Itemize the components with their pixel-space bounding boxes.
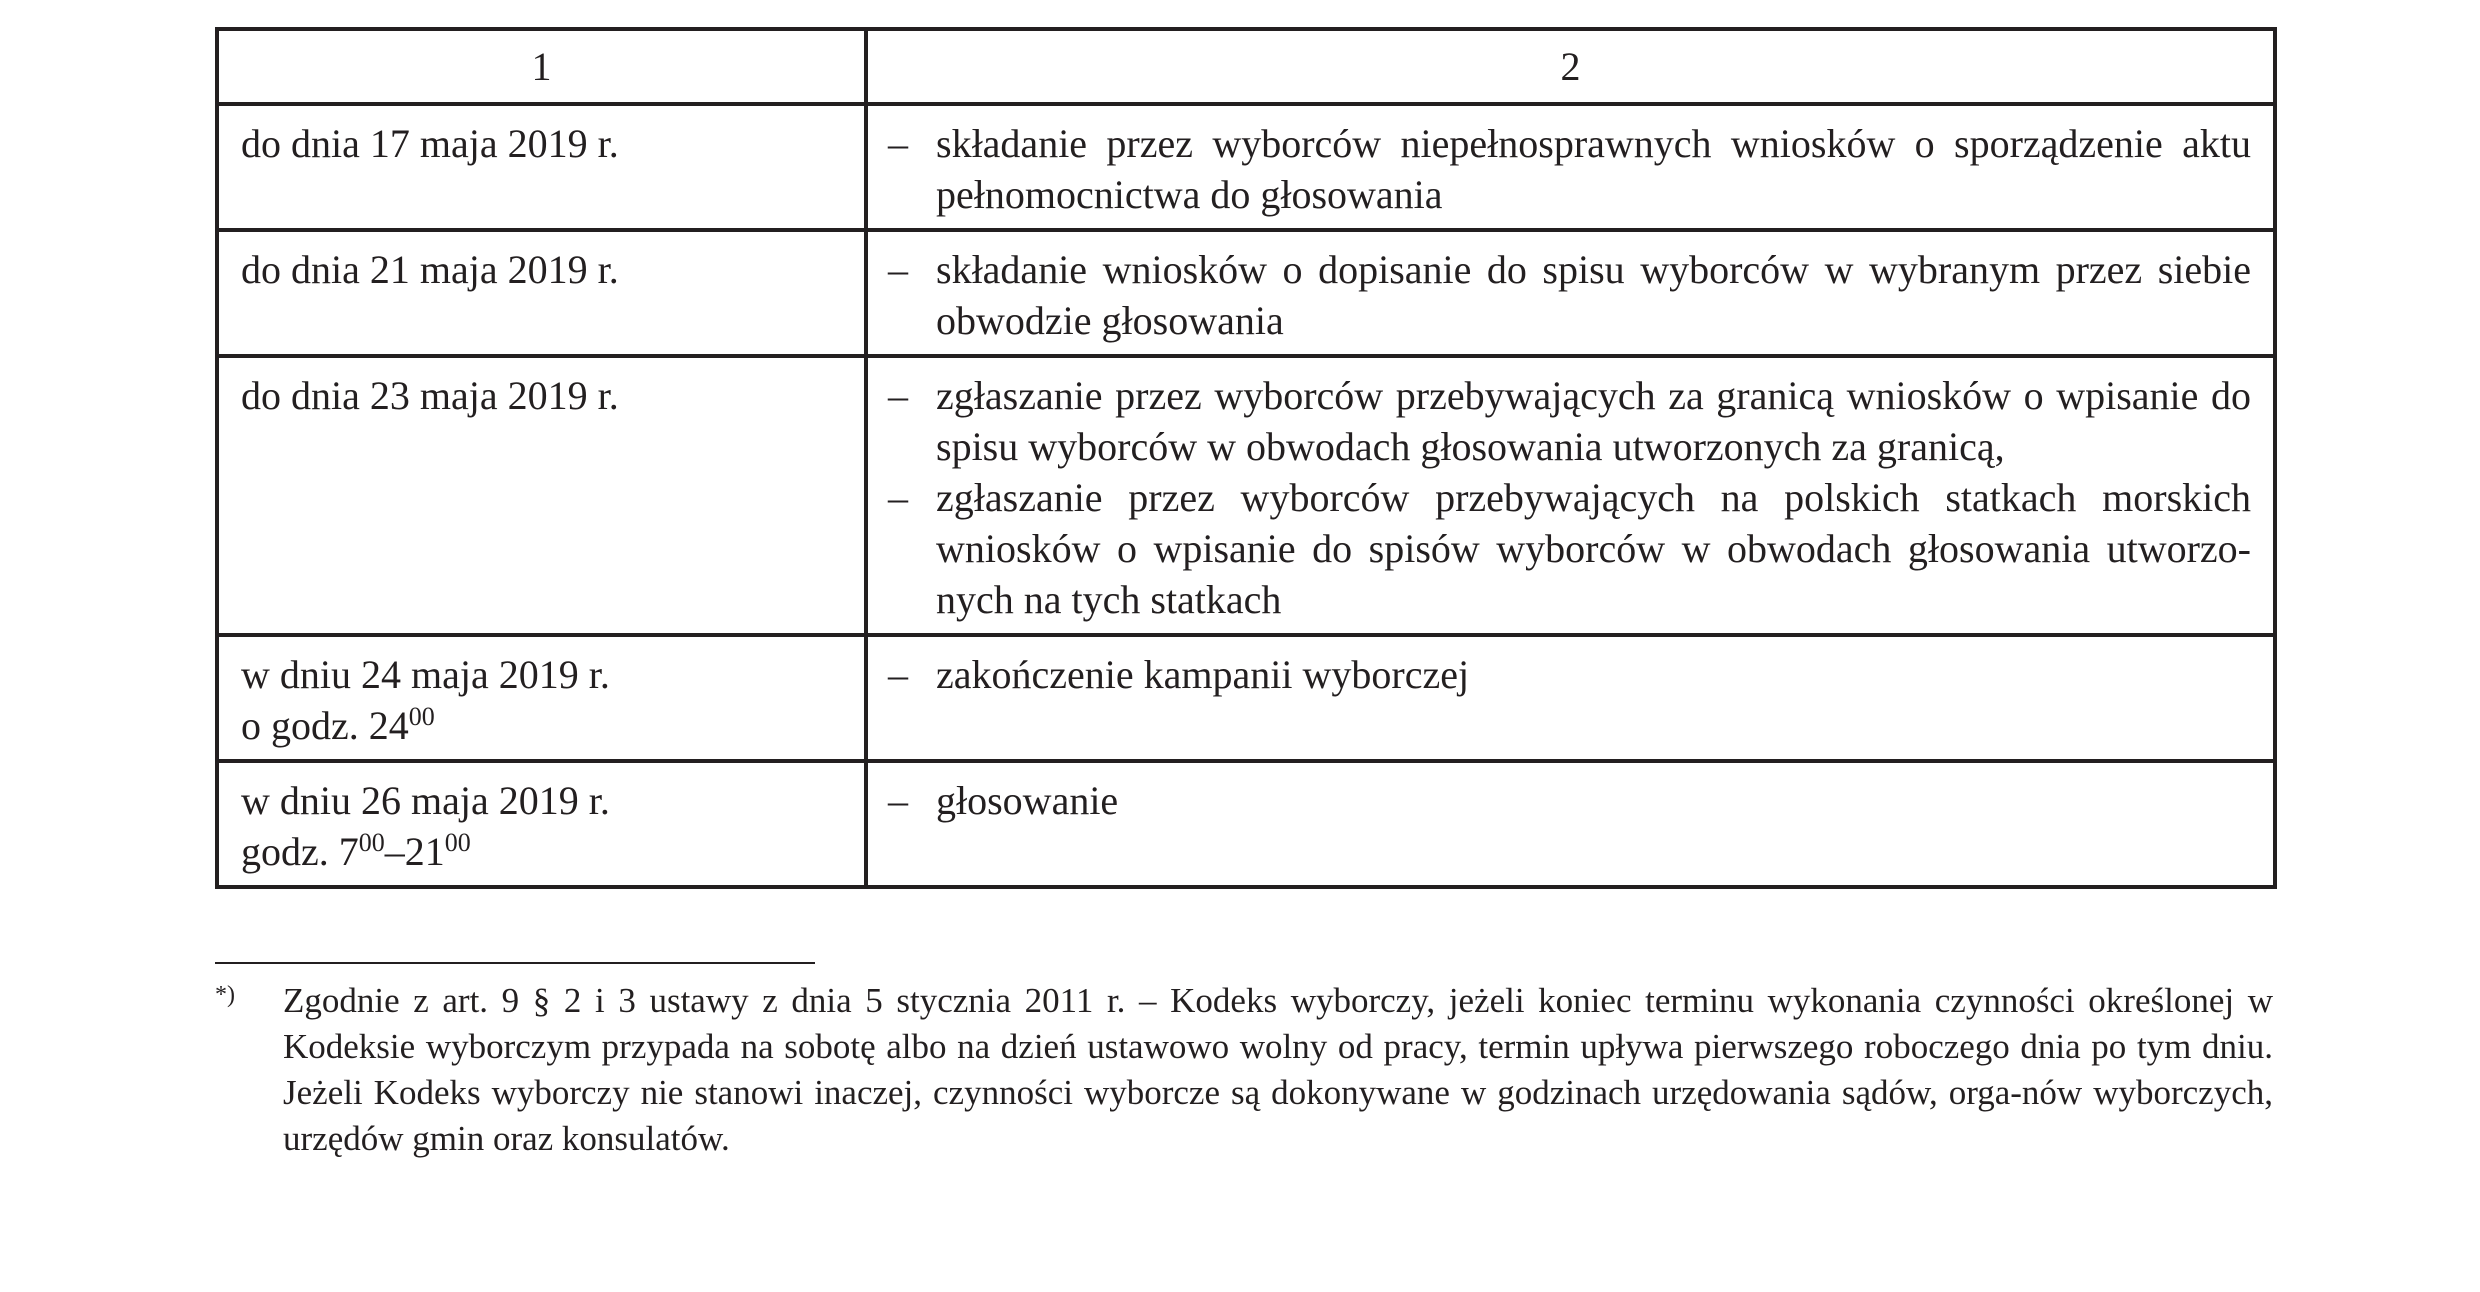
activity-text: zgłaszanie przez wyborców przebywających na polskich statkach morskich wniosków o wpisanie do spisów wyborców w obwodach głosowania utworzo-nych na tych statkach — [936, 475, 2251, 622]
election-schedule-table — [215, 27, 2277, 889]
date-text: w dniu 24 maja 2019 r. — [241, 652, 610, 697]
time-end-minutes: 00 — [444, 828, 471, 857]
activity-cell — [866, 356, 2275, 635]
table-row — [217, 761, 2275, 887]
date-text: do dnia 23 maja 2019 r. — [241, 373, 619, 418]
date-text: do dnia 21 maja 2019 r. — [241, 247, 619, 292]
column-header-2: 2 — [866, 29, 2275, 104]
activity-text: zakończenie kampanii wyborczej — [936, 652, 1470, 697]
activity-text: zgłaszanie przez wyborców przebywających za granicą wniosków o wpisanie do spisu wyborców w obwodach głosowania utworzonych za granicą, — [936, 373, 2251, 469]
time-end-hour: –21 — [384, 829, 445, 874]
date-cell — [217, 356, 866, 635]
activity-item — [888, 370, 2251, 472]
time-hour: o godz. 24 — [241, 703, 409, 748]
activity-text: głosowanie — [936, 778, 1119, 823]
footnote-text: Zgodnie z art. 9 § 2 i 3 ustawy z dnia 5 stycznia 2011 r. – Kodeks wyborczy, jeżeli koniec terminu wykonania czynności określonej w Kodeksie wyborczym przypada na sobotę albo na dzień ustawowo wolny od pracy, termin upływa pierwszego roboczego dnia po tym dniu. Jeżeli Kodeks wyborczy nie stanowi inaczej, czynności wyborcze są dokonywane w godzinach urzędowania sądów, orga-nów wyborczych, urzędów gmin oraz konsulatów. — [283, 981, 2273, 1158]
activity-item — [888, 244, 2251, 346]
activity-cell — [866, 761, 2275, 887]
dash-bullet: – — [888, 247, 908, 292]
date-cell — [217, 761, 866, 887]
time-text — [241, 700, 844, 751]
dash-bullet: – — [888, 778, 908, 823]
time-minutes: 00 — [408, 702, 435, 731]
activity-item — [888, 649, 2251, 700]
dash-bullet: – — [888, 373, 908, 418]
table-header-row — [217, 29, 2275, 104]
date-cell — [217, 230, 866, 356]
dash-bullet: – — [888, 475, 908, 520]
date-text: do dnia 17 maja 2019 r. — [241, 121, 619, 166]
table-row — [217, 230, 2275, 356]
footnote-divider — [215, 962, 815, 964]
activity-cell — [866, 230, 2275, 356]
dash-bullet: – — [888, 121, 908, 166]
time-start-minutes: 00 — [358, 828, 385, 857]
date-cell — [217, 635, 866, 761]
activity-text: składanie wniosków o dopisanie do spisu wyborców w wybranym przez siebie obwodzie głosowania — [936, 247, 2251, 343]
time-start-hour: godz. 7 — [241, 829, 359, 874]
footnote — [215, 978, 2273, 1162]
date-cell — [217, 104, 866, 230]
activity-text: składanie przez wyborców niepełnosprawnych wniosków o sporządzenie aktu pełnomocnictwa do głosowania — [936, 121, 2251, 217]
table-row — [217, 635, 2275, 761]
activity-item — [888, 775, 2251, 826]
table-row — [217, 356, 2275, 635]
activity-cell — [866, 104, 2275, 230]
footnote-mark: *) — [215, 982, 235, 1008]
date-text: w dniu 26 maja 2019 r. — [241, 778, 610, 823]
activity-cell — [866, 635, 2275, 761]
activity-item — [888, 472, 2251, 625]
table-row — [217, 104, 2275, 230]
dash-bullet: – — [888, 652, 908, 697]
column-header-1: 1 — [217, 29, 866, 104]
activity-item — [888, 118, 2251, 220]
time-text — [241, 826, 844, 877]
